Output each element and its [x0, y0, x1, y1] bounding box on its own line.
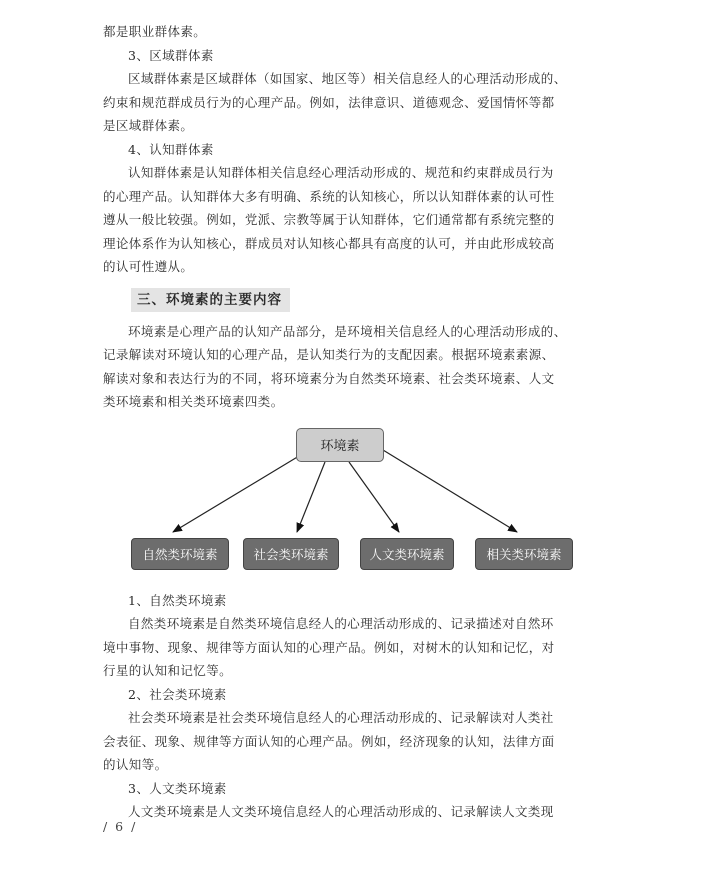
paragraph-line: 人文类环境素是人文类环境信息经人的心理活动形成的、记录解读人文类现: [128, 804, 554, 819]
arrow-to-humanities: [349, 462, 399, 532]
paragraph-line: 记录解读对环境认知的心理产品，是认知类行为的支配因素。根据环境素素源、: [103, 347, 555, 362]
paragraph-line: 认知群体素是认知群体相关信息经心理活动形成的、规范和约束群成员行为: [128, 165, 554, 180]
arrow-to-social: [297, 462, 325, 532]
paragraph-line: 会表征、现象、规律等方面认知的心理产品。例如，经济现象的认知，法律方面: [103, 733, 555, 749]
paragraph-line: 的认可性遵从。: [103, 259, 194, 274]
subheading-regional-group: 3、区域群体素: [128, 47, 214, 63]
paragraph-line: 境中事物、现象、规律等方面认知的心理产品。例如，对树木的认知和记忆，对: [103, 639, 555, 655]
section-heading-wrap: [103, 288, 603, 312]
paragraph-line: 是区域群体素。: [103, 118, 194, 133]
diagram-node-social: 社会类环境素: [243, 538, 339, 570]
paragraph-line: 社会类环境素是社会类环境信息经人的心理活动形成的、记录解读对人类社: [128, 710, 554, 725]
paragraph-line: 解读对象和表达行为的不同，将环境素分为自然类环境素、社会类环境素、人文: [103, 370, 555, 386]
paragraph-line: 环境素是心理产品的认知产品部分，是环境相关信息经人的心理活动形成的、: [128, 323, 567, 339]
section-heading: 三、环境素的主要内容: [131, 288, 290, 312]
paragraph-line: 区域群体素是区域群体（如国家、地区等）相关信息经人的心理活动形成的、: [128, 71, 567, 86]
subheading-social: 2、社会类环境素: [128, 686, 227, 702]
arrow-to-natural: [173, 456, 299, 532]
page-number: / 6 /: [103, 819, 138, 834]
paragraph-line: 的心理产品。认知群体大多有明确、系统的认知核心，所以认知群体素的认可性: [103, 188, 555, 204]
paragraph-line: 自然类环境素是自然类环境信息经人的心理活动形成的、记录描述对自然环: [128, 616, 554, 631]
environment-element-diagram: [103, 420, 603, 584]
paragraph-line: 约束和规范群成员行为的心理产品。例如，法律意识、道德观念、爱国情怀等都: [103, 94, 555, 110]
paragraph-line: 遵从一般比较强。例如，党派、宗教等属于认知群体，它们通常都有系统完整的: [103, 212, 555, 227]
diagram-node-humanities: 人文类环境素: [360, 538, 454, 570]
subheading-cognitive-group: 4、认知群体素: [128, 141, 214, 157]
diagram-root-node: 环境素: [296, 428, 384, 462]
paragraph-line: 都是职业群体素。: [103, 24, 207, 39]
paragraph-line: 理论体系作为认知核心，群成员对认知核心都具有高度的认可，并由此形成较高: [103, 235, 555, 251]
diagram-node-natural: 自然类环境素: [131, 538, 229, 570]
subheading-natural: 1、自然类环境素: [128, 592, 227, 608]
paragraph-line: 的认知等。: [103, 757, 168, 772]
document-page: [103, 0, 603, 824]
arrow-to-related: [383, 450, 517, 532]
diagram-node-related: 相关类环境素: [475, 538, 573, 570]
paragraph-line: 类环境素和相关类环境素四类。: [103, 394, 284, 409]
subheading-humanities: 3、人文类环境素: [128, 780, 227, 796]
paragraph-line: 行星的认知和记忆等。: [103, 663, 233, 678]
